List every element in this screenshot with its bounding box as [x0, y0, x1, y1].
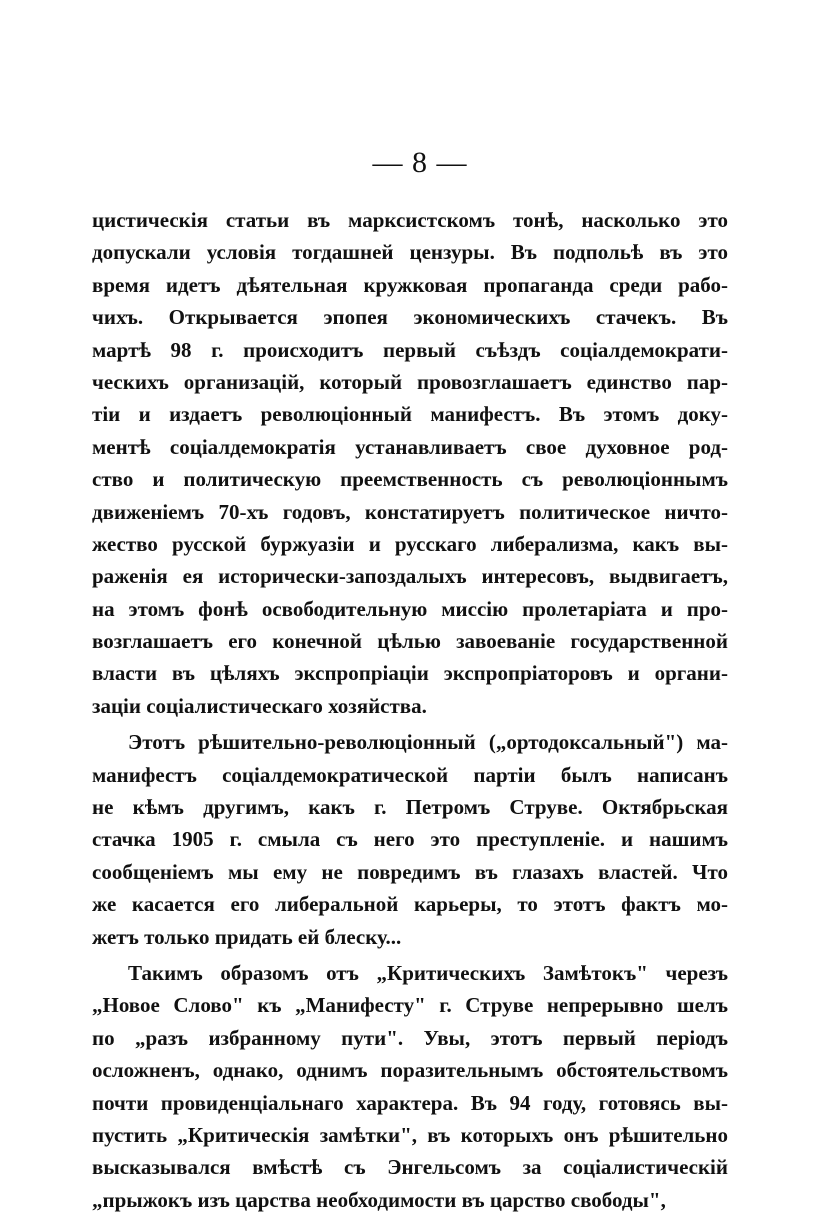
- text-line: движеніемъ 70-хъ годовъ, констатируетъ политическое ничто-: [92, 499, 728, 524]
- text-line: власти въ цѣляхъ экспропріаціи экспропріаторовъ и органи-: [92, 661, 728, 686]
- text-line: раженія ея исторически-запоздалыхъ интересовъ, выдвигаетъ,: [92, 564, 728, 589]
- text-line: ческихъ организацій, который провозглашаетъ единство пар-: [92, 369, 728, 394]
- text-line: время идетъ дѣятельная кружковая пропаганда среди рабо-: [92, 272, 728, 297]
- paragraph: [92, 726, 728, 953]
- text-line: допускали условія тогдашней цензуры. Въ подпольѣ въ это: [92, 240, 728, 265]
- paragraph: [92, 204, 728, 722]
- text-line: „Новое Слово" къ „Манифесту" г. Струве непрерывно шелъ: [92, 993, 728, 1018]
- text-line: стачка 1905 г. смыла съ него это преступленіе. и нашимъ: [92, 827, 728, 852]
- text-line: сообщеніемъ мы ему не повредимъ въ глазахъ властей. Что: [92, 859, 728, 884]
- text-line: на этомъ фонѣ освободительную миссію пролетаріата и про-: [92, 596, 728, 621]
- text-line: манифестъ соціалдемократической партіи былъ написанъ: [92, 762, 728, 787]
- text-line: Такимъ образомъ отъ „Критическихъ Замѣтокъ" черезъ: [128, 960, 728, 985]
- body-text: [92, 204, 728, 1216]
- text-line: почти провиденціальнаго характера. Въ 94 году, готовясь вы-: [92, 1090, 728, 1115]
- text-line: жетъ только придать ей блеску...: [92, 924, 402, 949]
- text-line: ментѣ соціалдемократія устанавливаетъ свое духовное род-: [92, 434, 728, 459]
- text-line: высказывался вмѣстѣ съ Энгельсомъ за соціалистическій: [92, 1155, 728, 1180]
- text-line: тіи и издаетъ революціонный манифестъ. Въ этомъ доку-: [92, 402, 728, 427]
- text-line: же касается его либеральной карьеры, то этотъ фактъ мо-: [92, 892, 728, 917]
- text-line: не кѣмъ другимъ, какъ г. Петромъ Струве. Октябрьская: [92, 795, 728, 820]
- text-line: мартѣ 98 г. происходитъ первый съѣздъ соціалдемократи-: [92, 337, 728, 362]
- text-line: пустить „Критическія замѣтки", въ которыхъ онъ рѣшительно: [92, 1122, 728, 1147]
- paragraph: [92, 957, 728, 1216]
- text-line: чихъ. Открывается эпопея экономическихъ стачекъ. Въ: [92, 305, 728, 330]
- text-line: осложненъ, однако, однимъ поразительнымъ обстоятельствомъ: [92, 1058, 728, 1083]
- text-line: заціи соціалистическаго хозяйства.: [92, 693, 427, 718]
- text-line: возглашаетъ его конечной цѣлью завоеваніе государственной: [92, 629, 728, 654]
- text-line: ство и политическую преемственность съ революціоннымъ: [92, 467, 728, 492]
- text-line: „прыжокъ изъ царства необходимости въ царство свободы",: [92, 1187, 666, 1212]
- text-line: по „разъ избранному пути". Увы, этотъ первый періодъ: [92, 1025, 728, 1050]
- text-line: жество русской буржуазіи и русскаго либерализма, какъ вы-: [92, 531, 728, 556]
- page-number: — 8 —: [372, 146, 468, 179]
- text-line: Этотъ рѣшительно-революціонный („ортодоксальный") ма-: [128, 730, 728, 755]
- text-line: цистическія статьи въ марксистскомъ тонѣ, насколько это: [92, 208, 728, 232]
